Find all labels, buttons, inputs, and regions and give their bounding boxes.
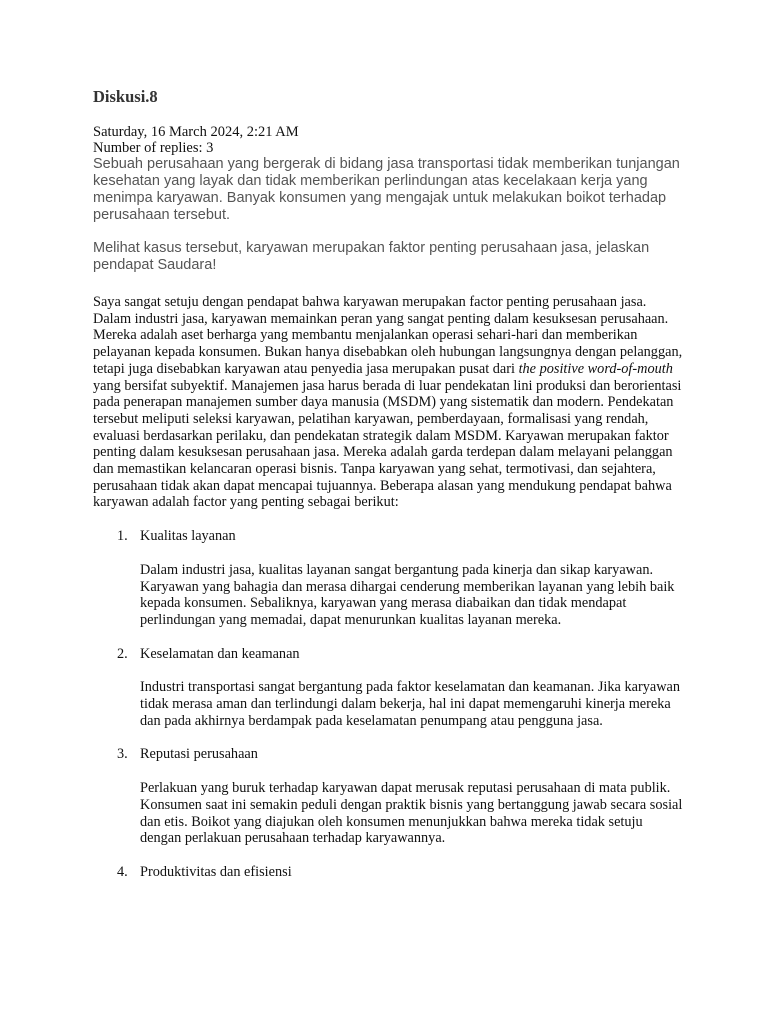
answer-paragraph: [93, 294, 683, 511]
post-date: Saturday, 16 March 2024, 2:21 AM: [93, 124, 299, 140]
prompt-question: Melihat kasus tersebut, karyawan merupakan faktor penting perusahaan jasa, jelaskan pendapat Saudara!: [93, 240, 650, 273]
list-item: [93, 746, 683, 847]
list-item-title: Keselamatan dan keamanan: [140, 645, 300, 662]
reasons-list: [93, 528, 683, 881]
list-item-text: Industri transportasi sangat bergantung pada faktor keselamatan dan keamanan. Jika karyawan tidak merasa aman dan terlindungi dalam bekerja, hal ini dapat memengaruhi kinerja mereka dan pada akhirnya berdampak pada keselamatan penumpang atau pengguna jasa.: [140, 679, 681, 729]
list-item-number: 2.: [117, 645, 128, 662]
reply-count: Number of replies: 3: [93, 140, 214, 156]
answer-text-part1: Saya sangat setuju dengan pendapat bahwa karyawan merupakan factor penting perusahaan jasa. Dalam industri jasa, karyawan memainkan peran yang sangat penting dalam kesuksesan perusahaan. Mereka adalah aset berharga yang membantu menjalankan operasi sehari-hari dan memberikan pelayanan kepada konsumen. Bukan hanya disebabkan oleh hubungan langsungnya dengan pelanggan, tetapi juga disebabkan karyawan atau penyedia jasa merupakan pusat dari: [93, 294, 683, 377]
document-page: [93, 87, 683, 898]
list-item-title: Kualitas layanan: [140, 528, 236, 545]
list-item-text: Perlakuan yang buruk terhadap karyawan dapat merusak reputasi perusahaan di mata publik. Konsumen saat ini semakin peduli dengan praktik bisnis yang bertanggung jawab secara sosial dan etis. Boikot yang diajukan oleh konsumen menunjukkan bahwa mereka tidak setuju dengan perlakuan perusahaan terhadap karyawannya.: [140, 780, 683, 847]
list-item-number: 4.: [117, 863, 128, 880]
list-item-number: 1.: [117, 528, 128, 545]
answer-text-part2: yang bersifat subyektif. Manajemen jasa harus berada di luar pendekatan lini produksi dan berorientasi pada penerapan manajemen sumber daya manusia (MSDM) yang sistematik dan modern. Pendekatan tersebut meliputi seleksi karyawan, pelatihan karyawan, pemberdayaan, formalisasi yang rendah, evaluasi berdasarkan perilaku, dan pendekatan strategik dalam MSDM. Karyawan merupakan faktor penting dalam kesuksesan perusahaan jasa. Mereka adalah garda terdepan dalam melayani pelanggan dan memastikan kelancaran operasi bisnis. Tanpa karyawan yang sehat, termotivasi, dan sejahtera, perusahaan tidak akan dapat mencapai tujuannya. Beberapa alasan yang mendukung pendapat bahwa karyawan adalah factor yang penting sebagai berikut:: [93, 377, 682, 511]
page-title: Diskusi.8: [93, 87, 158, 106]
list-item-title: Reputasi perusahaan: [140, 746, 258, 763]
list-item: [93, 646, 683, 730]
list-item-number: 3.: [117, 746, 128, 763]
answer-italic-term: the positive word-of-mouth: [518, 360, 673, 377]
prompt-case: Sebuah perusahaan yang bergerak di bidang jasa transportasi tidak memberikan tunjangan kesehatan yang layak dan tidak memberikan perlindungan atas kecelakaan kerja yang menimpa karyawan. Banyak konsumen yang mengajak untuk melakukan boikot terhadap perusahaan tersebut.: [93, 156, 680, 223]
list-item-title: Produktivitas dan efisiensi: [140, 863, 292, 880]
list-item: [93, 528, 683, 629]
list-item: [93, 864, 683, 881]
list-item-text: Dalam industri jasa, kualitas layanan sangat bergantung pada kinerja dan sikap karyawan. Karyawan yang bahagia dan merasa dihargai cenderung memberikan layanan yang lebih baik kepada konsumen. Sebaliknya, karyawan yang merasa diabaikan dan tidak mendapat perlindungan yang memadai, dapat menurunkan kualitas layanan mereka.: [140, 561, 675, 628]
